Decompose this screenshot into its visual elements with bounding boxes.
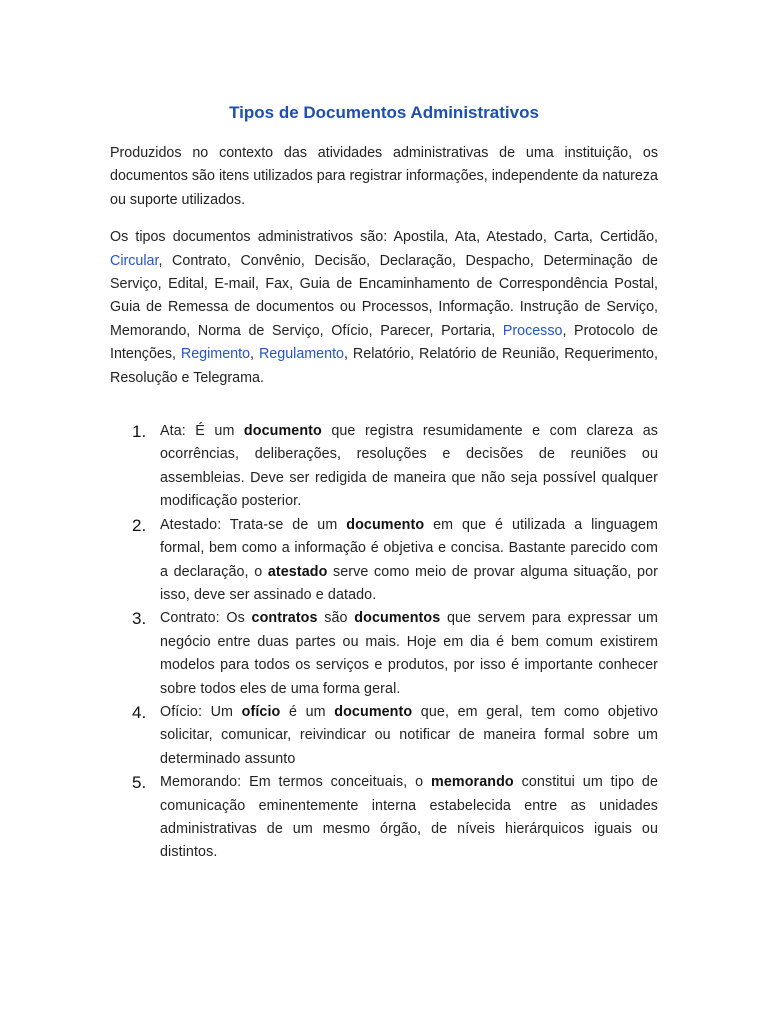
- item-text: é um: [280, 703, 335, 720]
- document-page: [110, 100, 658, 865]
- list-number: 5.: [132, 773, 147, 793]
- list-number: 2.: [132, 515, 147, 535]
- item-bold: documento: [334, 703, 413, 720]
- link-processo[interactable]: Processo: [502, 322, 563, 339]
- document-types-list: [110, 420, 658, 865]
- link-regimento[interactable]: Regimento: [180, 346, 251, 363]
- types-text-part1: Os tipos documentos administrativos são: Apostila, Ata, Atestado, Carta, Certidão,: [110, 229, 658, 246]
- link-circular[interactable]: Circular: [110, 252, 159, 269]
- list-number: 4.: [132, 702, 147, 722]
- list-number: 3.: [132, 609, 147, 629]
- types-text-part4: ,: [250, 346, 259, 363]
- item-text: Memorando: Em termos conceituais, o: [160, 774, 432, 791]
- item-text: Ofício: Um: [160, 703, 242, 720]
- list-item-oficio: [110, 701, 658, 771]
- item-text: em que é utilizada a linguagem formal, bem como a informação é objetiva e concisa. Bastante parecido com a declaração, o: [160, 516, 658, 580]
- item-bold: documento: [243, 423, 322, 440]
- list-number: 1.: [132, 422, 147, 442]
- item-text: serve como meio de provar alguma situação, por isso, deve ser assinado e datado.: [160, 563, 658, 603]
- item-bold: contratos: [251, 610, 318, 627]
- intro-paragraph: Produzidos no contexto das atividades administrativas de uma instituição, os documentos são itens utilizados para registrar informações, independente da natureza ou suporte utilizados.: [110, 145, 658, 208]
- types-text-part5: , Relatório, Relatório de Reunião, Requerimento, Resolução e Telegrama.: [110, 346, 658, 386]
- item-text: Atestado: Trata-se de um: [160, 516, 347, 533]
- item-bold: memorando: [431, 774, 514, 791]
- item-bold: documento: [346, 516, 425, 533]
- list-item-contrato: [110, 607, 658, 701]
- item-text: Ata: É um: [160, 423, 244, 440]
- item-bold: ofício: [241, 703, 281, 720]
- item-bold: documentos: [354, 610, 441, 627]
- item-text: que registra resumidamente e com clareza as ocorrências, deliberações, resoluções e decisões de reuniões ou assembleias. Deve ser redigida de maneira que não seja possível qualquer modificação posterior.: [160, 423, 659, 510]
- item-text: Contrato: Os: [160, 610, 252, 627]
- item-text: são: [317, 610, 355, 627]
- types-text-part3: , Protocolo de Intenções,: [110, 322, 659, 363]
- item-text: que servem para expressar um negócio entre duas partes ou mais. Hoje em dia é bem comum existirem modelos para todos os serviços e produtos, por isso é importante conhecer sobre todos eles de uma forma geral.: [160, 610, 659, 697]
- document-title: Tipos de Documentos Administrativos: [229, 103, 539, 122]
- list-item-ata: [110, 420, 658, 514]
- types-paragraph: [110, 226, 658, 390]
- item-text: constitui um tipo de comunicação eminentemente interna estabelecida entre as unidades administrativas de um mesmo órgão, de níveis hierárquicos iguais ou distintos.: [160, 774, 659, 861]
- list-item-atestado: [110, 514, 658, 608]
- list-item-memorando: [110, 771, 658, 865]
- item-bold: atestado: [267, 563, 328, 580]
- types-text-part2: , Contrato, Convênio, Decisão, Declaração, Despacho, Determinação de Serviço, Edital, E-mail, Fax, Guia de Encaminhamento de Correspondência Postal, Guia de Remessa de documentos ou Processos, Informação. Instrução de Serviço, Memorando, Norma de Serviço, Ofício, Parecer, Portaria,: [110, 252, 658, 339]
- item-text: que, em geral, tem como objetivo solicitar, comunicar, reivindicar ou notificar de maneira formal sobre um determinado assunto: [160, 703, 658, 767]
- link-regulamento[interactable]: Regulamento: [258, 346, 345, 363]
